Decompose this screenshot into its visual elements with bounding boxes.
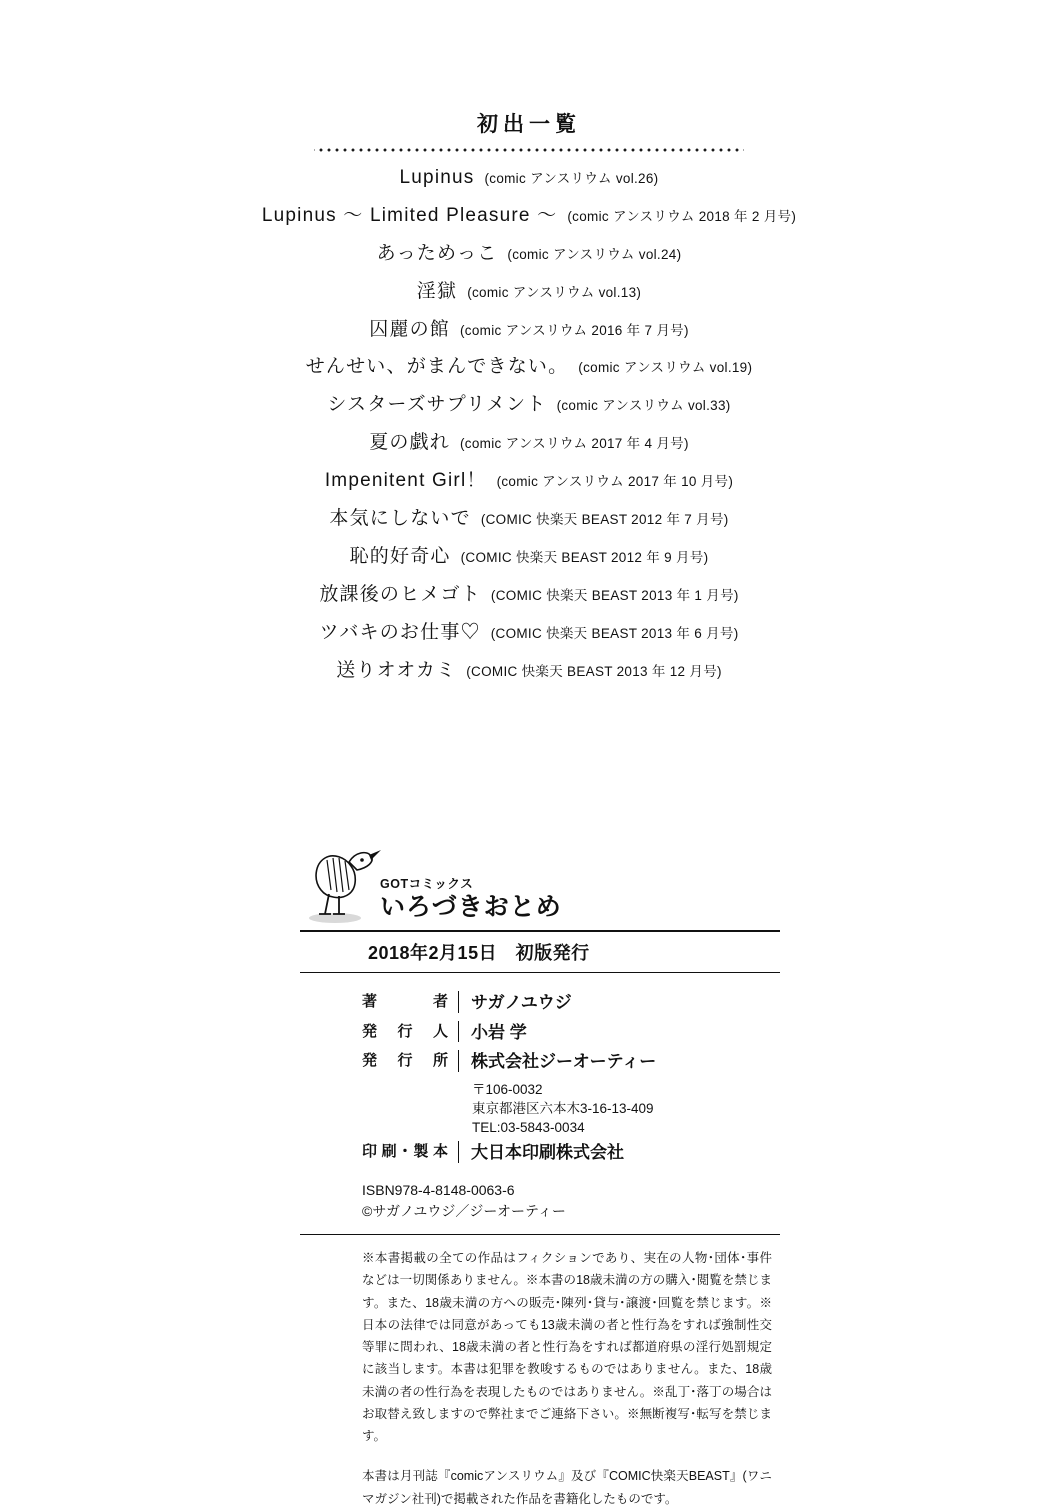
publish-date: 2018年2月15日 初版発行 [368, 943, 590, 963]
staff-row [362, 1021, 780, 1046]
credit-source: (comic アンスリウム vol.33) [556, 398, 731, 414]
credit-title: 本気にしないで [329, 508, 471, 530]
imprint-logo-line [300, 840, 780, 926]
credit-entry [0, 509, 1058, 530]
staff-row [362, 991, 780, 1016]
credits-heading: 初出一覧 [477, 113, 581, 136]
divider-thin-2 [300, 1234, 780, 1235]
credit-title: 淫獄 [416, 280, 458, 302]
credit-source: (comic アンスリウム 2016 年 7 月号) [460, 322, 689, 338]
copyright-line: ©サガノユウジ／ジーオーティー [362, 1203, 566, 1220]
divider-thin [300, 972, 780, 973]
credit-entry [0, 282, 1058, 303]
imprint-block [380, 874, 562, 920]
credit-entry [0, 661, 1058, 682]
credit-title: Lupinus [399, 167, 475, 188]
credit-entry [0, 585, 1058, 606]
credit-entry [0, 168, 1058, 189]
serialization-notice: 本書は月刊誌『comicアンスリウム』及び『COMIC快楽天BEAST』(ワニマガジン社刊)で掲載された作品を書籍化したものです。 [362, 1469, 772, 1506]
address-line: 〒106-0032 [472, 1081, 543, 1097]
staff-value: 株式会社ジーオーティー [471, 1052, 657, 1072]
credit-entry [0, 244, 1058, 265]
credit-source: (comic アンスリウム vol.26) [484, 171, 659, 186]
staff-label: 発行人 [362, 1021, 459, 1043]
staff-label: 発行所 [362, 1050, 459, 1072]
publisher-address [362, 1080, 780, 1137]
credit-title: 送りオオカミ [336, 659, 457, 681]
staff-table [300, 991, 780, 1166]
credit-title: 恥的好奇心 [349, 545, 451, 567]
credit-title: あっためっこ [376, 242, 498, 264]
credit-entry [0, 471, 1058, 492]
credit-source: (comic アンスリウム vol.19) [578, 360, 753, 376]
credit-source: (comic アンスリウム vol.24) [507, 246, 682, 262]
credit-source: (COMIC 快楽天 BEAST 2013 年 12 月号) [466, 663, 722, 679]
credit-title: 放課後のヒメゴト [319, 583, 481, 605]
credit-source: (COMIC 快楽天 BEAST 2013 年 6 月号) [490, 625, 739, 641]
address-line: TEL:03-5843-0034 [472, 1120, 585, 1136]
isbn-number: ISBN978-4-8148-0063-6 [362, 1182, 515, 1199]
credit-source: (COMIC 快楽天 BEAST 2012 年 7 月号) [480, 512, 729, 528]
staff-row [362, 1050, 780, 1075]
credit-title: ツバキのお仕事♡ [319, 621, 481, 643]
credit-entry [0, 206, 1058, 227]
credit-entry [0, 395, 1058, 416]
isbn-block [300, 1180, 780, 1222]
dotted-divider [314, 146, 744, 154]
staff-label: 著 者 [362, 991, 459, 1013]
address-line: 東京都港区六本木3-16-13-409 [472, 1101, 654, 1117]
credit-source: (comic アンスリウム 2018 年 2 月号) [567, 208, 797, 224]
credit-source: (COMIC 快楽天 BEAST 2013 年 1 月号) [490, 587, 739, 603]
staff-row [362, 1141, 780, 1166]
legal-notice: ※本書掲載の全ての作品はフィクションであり、実在の人物･団体･事件などは一切関係ありません。※本書の18歳未満の方の購入･閲覧を禁じます。また、18歳未満の方への販売･陳列･貸与･譲渡･回覧を禁じます。※日本の法律では同意があっても13歳未満の者と性行為をすれば強制性交等罪に問われ、18歳未満の者と性行為をすれば都道府県の淫行処罰規定に該当します。本書は犯罪を教唆するものではありません。また、18歳未満の者の性行為を表現したものではありません。※乱丁･落丁の場合はお取替え致しますので弊社までご連絡下さい。※無断複写･転写を禁じます。 [362, 1251, 772, 1444]
credit-entry [0, 433, 1058, 454]
imprint-label: GOTコミックス [380, 876, 474, 891]
divider-thick [300, 930, 780, 932]
credit-title: 囚麗の館 [369, 318, 451, 340]
credit-title: Impenitent Girl！ [324, 470, 487, 492]
credit-source: (comic アンスリウム 2017 年 10 月号) [496, 474, 734, 490]
credit-source: (comic アンスリウム 2017 年 4 月号) [460, 436, 689, 452]
credit-title: シスターズサプリメント [327, 394, 547, 416]
credit-title: 夏の戯れ [369, 432, 451, 454]
credit-title: せんせい、がまんできない。 [305, 356, 569, 378]
credit-entry [0, 547, 1058, 568]
staff-label: 印刷･製本 [362, 1141, 459, 1163]
credit-entry [0, 357, 1058, 378]
credit-entry [0, 320, 1058, 341]
staff-value: 大日本印刷株式会社 [471, 1143, 624, 1163]
staff-value: 小岩 学 [471, 1022, 527, 1042]
staff-value: サガノユウジ [471, 993, 572, 1012]
credit-source: (COMIC 快楽天 BEAST 2012 年 9 月号) [460, 549, 709, 565]
credit-title: Lupinus 〜 Limited Pleasure 〜 [261, 204, 558, 226]
bird-logo-icon [305, 840, 383, 924]
credit-entry [0, 623, 1058, 644]
first-appearance-section [0, 108, 1058, 698]
credit-source: (comic アンスリウム vol.13) [467, 284, 642, 300]
colophon-section [300, 840, 780, 1510]
book-title: いろづきおとめ [380, 892, 562, 921]
